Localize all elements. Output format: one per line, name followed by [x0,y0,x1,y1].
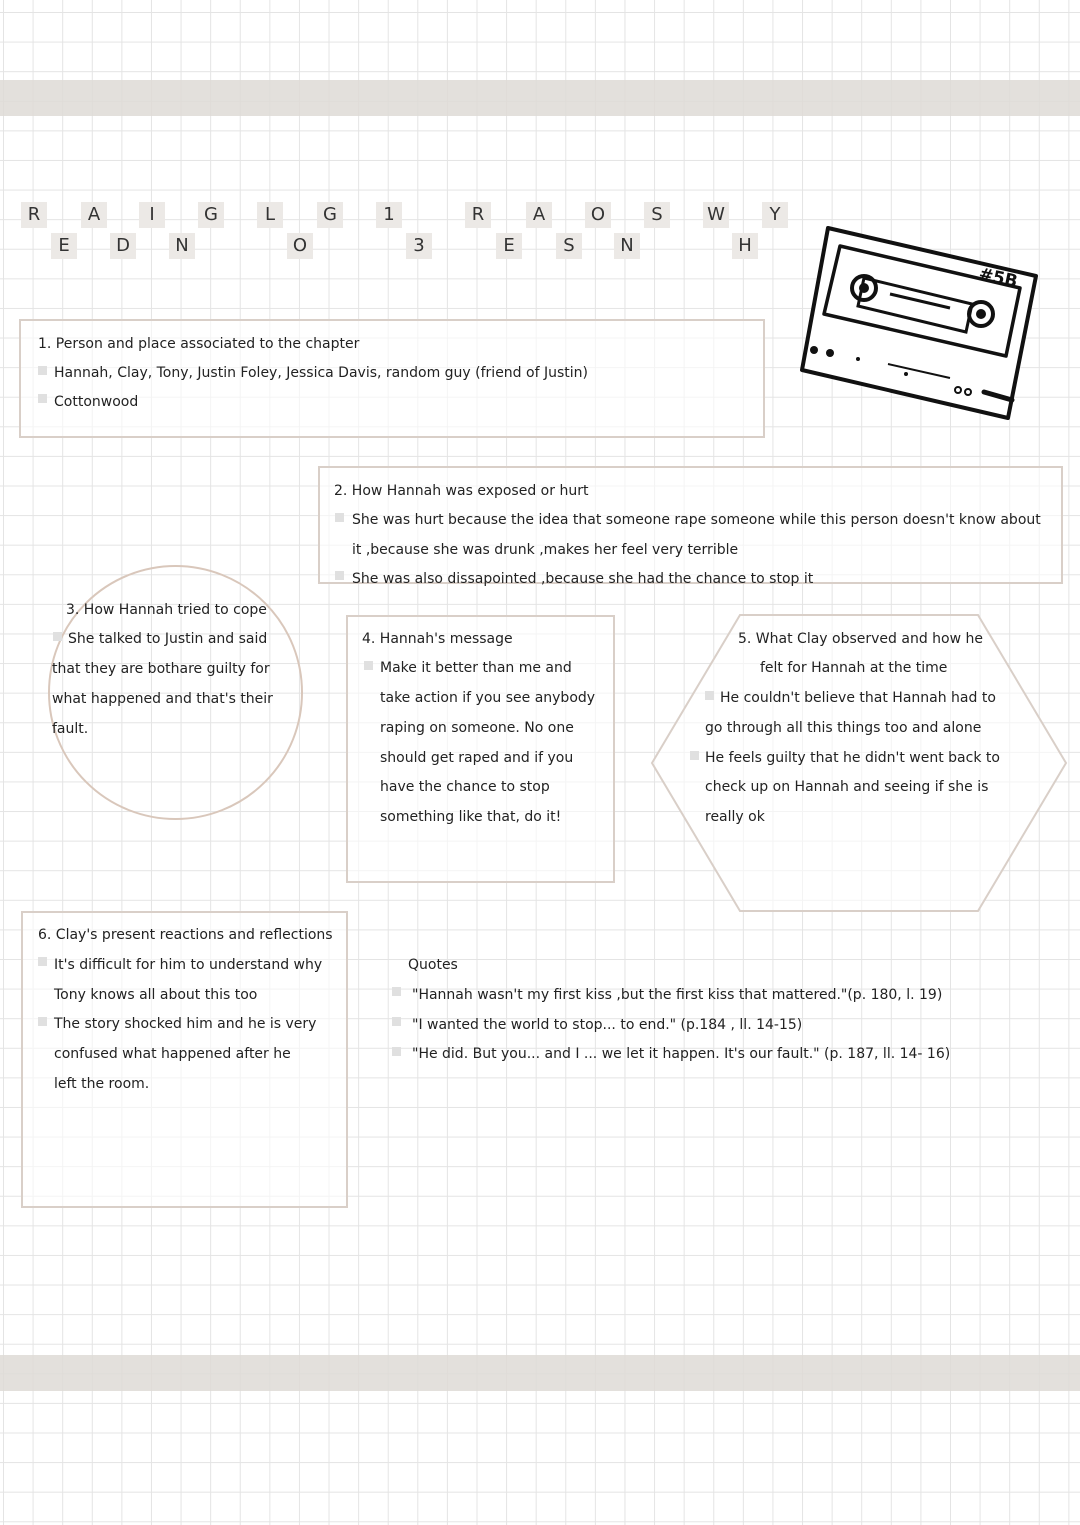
bullet-marker [392,987,401,996]
title-letter: O [585,202,611,228]
title-letter: A [81,202,107,228]
text-line: something like that, do it! [380,809,562,825]
bullet-marker [335,513,344,522]
text-line: The story shocked him and he is very [54,1016,317,1032]
cassette-label: #5B [976,264,1020,293]
section-heading: felt for Hannah at the time [760,660,948,676]
top-washi-band [0,80,1080,116]
text-line: confused what happened after he [54,1046,291,1062]
text-line: He couldn't believe that Hannah had to [720,690,996,706]
text-line: She was also dissapointed ,because she had the chance to stop it [352,571,814,587]
title-letter: A [526,202,552,228]
text-line: He feels guilty that he didn't went back to [705,750,1000,766]
bottom-washi-band [0,1355,1080,1391]
text-line: It's difficult for him to understand why [54,957,323,973]
quote-line: "I wanted the world to stop... to end." (p.184 , ll. 14-15) [412,1017,803,1033]
text-line: Make it better than me and [380,660,572,676]
title-letter: 3 [406,233,432,259]
title-letter: 1 [376,202,402,228]
bullet-marker [364,661,373,670]
section-heading: 6. Clay's present reactions and reflections [38,927,333,943]
title-letter: Y [762,202,788,228]
title-letter: W [703,202,729,228]
title-letter: S [644,202,670,228]
text-line: it ,because she was drunk ,makes her feel very terrible [352,542,739,558]
title-letter: L [257,202,283,228]
title-letter: H [732,233,758,259]
text-line: raping on someone. No one [380,720,574,736]
section-heading: 2. How Hannah was exposed or hurt [334,483,589,499]
text-line: left the room. [54,1076,150,1092]
bullet-marker [38,394,47,403]
text-line: what happened and that's their [52,691,273,707]
text-line: She talked to Justin and said [68,631,268,647]
title-letter: N [169,233,195,259]
bullet-marker [690,751,699,760]
text-line: Tony knows all about this too [54,987,258,1003]
text-line: that they are bothare guilty for [52,661,270,677]
title-letter: E [51,233,77,259]
title-letter: E [496,233,522,259]
section-heading: 1. Person and place associated to the chapter [38,336,360,352]
text-line: should get raped and if you [380,750,574,766]
text-line: Hannah, Clay, Tony, Justin Foley, Jessica Davis, random guy (friend of Justin) [54,365,588,381]
text-line: Cottonwood [54,394,139,410]
title-letter: S [556,233,582,259]
title-letter: G [198,202,224,228]
text-line: really ok [705,809,765,825]
title-letter: D [110,233,136,259]
title-letter: I [139,202,165,228]
bullet-marker [53,632,62,641]
title-letter: R [21,202,47,228]
quote-line: "Hannah wasn't my first kiss ,but the first kiss that mattered."(p. 180, l. 19) [412,987,943,1003]
text-line: check up on Hannah and seeing if she is [705,779,989,795]
text-line: go through all this things too and alone [705,720,982,736]
bullet-marker [705,691,714,700]
text-line: have the chance to stop [380,779,550,795]
bullet-marker [335,571,344,580]
bullet-marker [38,1017,47,1026]
quotes-heading: Quotes [408,957,458,973]
bullet-marker [38,366,47,375]
title-letter: O [287,233,313,259]
section-heading: 5. What Clay observed and how he [738,631,983,647]
text-line: fault. [52,721,89,737]
text-line: She was hurt because the idea that someone rape someone while this person doesn't know about [352,512,1041,528]
bullet-marker [392,1017,401,1026]
quote-line: "He did. But you... and I ... we let it happen. It's our fault." (p. 187, ll. 14- 16) [412,1046,951,1062]
section-heading: 4. Hannah's message [362,631,513,647]
bullet-marker [38,957,47,966]
text-line: take action if you see anybody [380,690,596,706]
title-letter: G [317,202,343,228]
cassette-tape-icon [800,222,1038,420]
title-letter: R [465,202,491,228]
section-heading: 3. How Hannah tried to cope [66,602,267,618]
bullet-marker [392,1047,401,1056]
title-letter: N [614,233,640,259]
